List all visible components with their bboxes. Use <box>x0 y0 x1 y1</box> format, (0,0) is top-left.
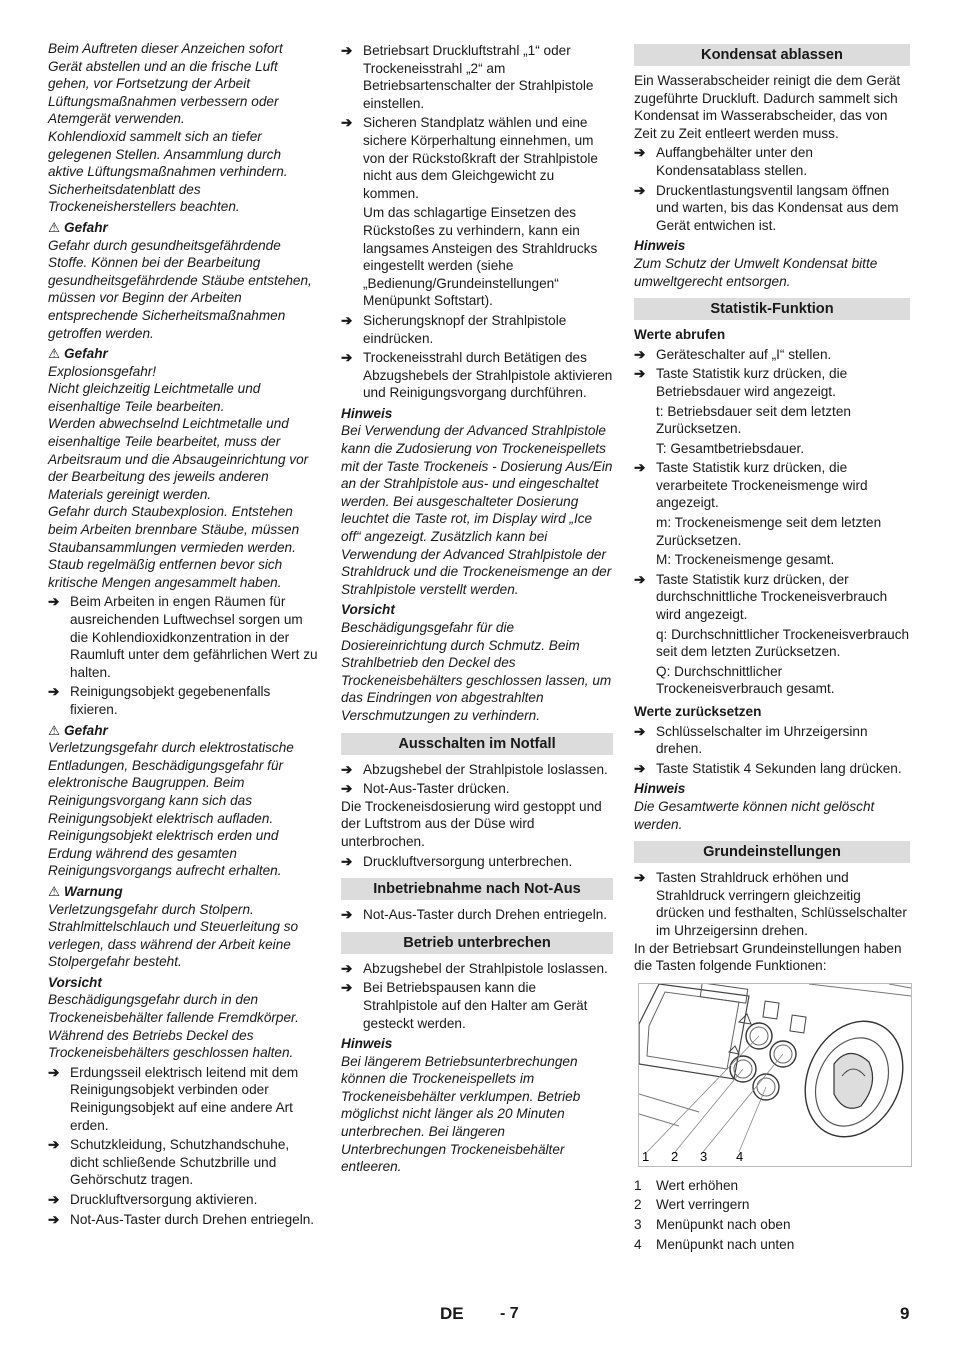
warning-heading <box>48 345 320 363</box>
legend-text: Wert verringern <box>656 1197 750 1213</box>
section-heading: Grundeinstellungen <box>634 841 910 863</box>
caution-text: Beschädigungsgefahr durch in den Trockeneisbehälter fallende Fremdkörper. Während des Betriebs Deckel des Trockeneisbehälters geschlossen halten. <box>48 992 299 1061</box>
step-text: Schutzkleidung, Schutzhandschuhe, dicht schließende Schutzbrille und Gehörschutz tragen. <box>70 1137 290 1188</box>
step-item <box>341 114 613 202</box>
step-item <box>634 182 910 235</box>
step-text: Abzugshebel der Strahlpistole loslassen. <box>363 761 608 777</box>
step-text: Not-Aus-Taster drücken. <box>363 781 510 797</box>
step-text: Taste Statistik 4 Sekunden lang drücken. <box>656 760 902 776</box>
step-item <box>48 683 320 718</box>
legend-item <box>634 1236 910 1254</box>
step-item <box>48 1211 320 1229</box>
arrow-icon: ➔ <box>634 145 646 161</box>
section-heading: Betrieb unterbrechen <box>341 932 613 954</box>
step-item <box>341 960 613 978</box>
step-item <box>634 365 910 400</box>
column-1 <box>48 40 320 1228</box>
footer-page-number: 9 <box>900 1304 910 1323</box>
warning-title: Warnung <box>64 883 123 899</box>
legend-item <box>634 1216 910 1234</box>
note-text: Zum Schutz der Umwelt Kondensat bitte umweltgerecht entsorgen. <box>634 255 878 289</box>
warning-icon: ⚠ <box>48 219 61 235</box>
step-item <box>341 853 613 871</box>
step-text: Taste Statistik kurz drücken, der durchschnittliche Trockeneisverbrauch wird angezeigt. <box>656 571 888 623</box>
warning-text: Gefahr durch gesundheitsgefährdende Stoffe. Können bei der Bearbeitung gesundheitsgefährdende Stäube entstehen, müssen vor Beginn der Arbeiten entsprechende Sicherheitsmaßnahmen getroffen werden. <box>48 237 312 341</box>
arrow-icon: ➔ <box>341 43 353 58</box>
legend-item <box>634 1196 910 1214</box>
step-text: Druckentlastungsventil langsam öffnen und warten, bis das Kondensat aus dem Gerät entwichen ist. <box>656 182 899 233</box>
step-item <box>634 459 910 512</box>
arrow-icon: ➔ <box>634 366 646 382</box>
step-item <box>341 42 613 112</box>
step-item <box>341 761 613 779</box>
note-text: Bei Verwendung der Advanced Strahlpistole kann die Zudosierung von Trockeneispellets mit der Taste Trockeneis - Dosierung Aus/Ein an der Strahlpistole aus- und eingeschaltet werden. Bei ausgeschalteter Dosierung leuchtet die Taste rot, im Display wird „Ice off“ angezeigt. Zusätzlich kann bei Verwendung der Advanced Strahlpistole der Strahldruck und die Trockeneismenge an der Strahlpistole verstellt werden. <box>341 423 613 597</box>
legend-number: 3 <box>634 1216 642 1232</box>
step-item <box>48 1136 320 1189</box>
legend-item <box>634 1177 910 1195</box>
warning-heading <box>48 883 320 901</box>
step-item <box>341 979 613 1032</box>
warning-icon: ⚠ <box>48 722 61 738</box>
warning-title: Gefahr <box>64 346 108 362</box>
arrow-icon: ➔ <box>341 853 353 869</box>
step-item <box>48 1191 320 1209</box>
step-note: t: Betriebsdauer seit dem letzten Zurücksetzen. <box>656 403 851 437</box>
step-item <box>634 144 910 179</box>
step-text: Schlüsselschalter im Uhrzeigersinn drehen. <box>656 723 868 757</box>
arrow-icon: ➔ <box>48 1211 60 1227</box>
note-heading: Hinweis <box>341 1036 393 1052</box>
step-item <box>634 869 910 939</box>
legend-number: 4 <box>634 1236 642 1252</box>
callout-label: 2 <box>671 1148 679 1164</box>
control-panel-figure <box>638 983 912 1167</box>
arrow-icon: ➔ <box>341 907 353 923</box>
step-text: Reinigungsobjekt gegebenenfalls fixieren. <box>70 684 271 717</box>
warning-heading <box>48 219 320 237</box>
warning-text: Explosionsgefahr! Nicht gleichzeitig Leichtmetalle und eisenhaltige Teile bearbeiten. Werden abwechselnd Leichtmetalle und eisenhaltige Teile bearbeitet, muss der Arbeitsraum und die Absaugeinrichtung vor der Bearbeitung des jeweils anderen Materials gereinigt werden. Gefahr durch Staubexplosion. Entstehen beim Arbeiten brennbare Stäube, müssen Staubansammlungen vermieden werden. Staub regelmäßig entfernen bevor sich kritische Mengen angesammelt haben. <box>48 363 309 590</box>
arrow-icon: ➔ <box>634 723 646 739</box>
step-text: Bei Betriebspausen kann die Strahlpistole auf den Halter am Gerät gesteckt werden. <box>363 980 588 1031</box>
arrow-icon: ➔ <box>634 870 646 886</box>
step-text: Erdungsseil elektrisch leitend mit dem Reinigungsobjekt verbinden oder Reinigungsobjekt auf eine andere Art erden. <box>70 1064 299 1133</box>
step-text: Taste Statistik kurz drücken, die verarbeitete Trockeneismenge wird angezeigt. <box>656 460 868 511</box>
section-heading: Kondensat ablassen <box>634 44 910 66</box>
step-note: Q: Durchschnittlicher Trockeneisverbrauch gesamt. <box>656 663 835 697</box>
note-heading: Hinweis <box>634 238 686 254</box>
body-text: Die Trockeneisdosierung wird gestoppt und der Luftstrom aus der Düse wird unterbrochen. <box>341 798 602 849</box>
subsection-heading: Werte abrufen <box>634 327 726 343</box>
arrow-icon: ➔ <box>634 182 646 198</box>
arrow-icon: ➔ <box>634 346 646 362</box>
step-text: Druckluftversorgung aktivieren. <box>70 1192 258 1207</box>
section-heading: Statistik-Funktion <box>634 298 910 320</box>
note-heading: Hinweis <box>341 405 393 421</box>
warning-icon: ⚠ <box>48 346 61 362</box>
legend-text: Menüpunkt nach unten <box>656 1236 795 1252</box>
step-item <box>634 760 910 778</box>
section-heading: Ausschalten im Notfall <box>341 733 613 755</box>
step-item <box>341 906 613 924</box>
intro-text: Beim Auftreten dieser Anzeichen sofort Gerät abstellen und an die frische Luft gehen, vor Fortsetzung der Arbeit Lüftungsmaßnahmen verbessern oder Atemgerät verwenden. Kohlendioxid sammelt sich an tiefer gelegenen Stellen. Ansammlung durch aktive Lüftungsmaßnahmen verhindern. Sicherheitsdatenblatt des Trockeneisherstellers beachten. <box>48 41 288 215</box>
callout-label: 4 <box>736 1148 744 1164</box>
arrow-icon: ➔ <box>48 684 60 700</box>
step-text: Sicheren Standplatz wählen und eine sichere Körperhaltung einnehmen, um von der Rückstoßkraft der Strahlpistole nicht aus dem Gleichgewicht zu kommen. <box>363 115 598 201</box>
arrow-icon: ➔ <box>341 761 353 777</box>
arrow-icon: ➔ <box>341 960 353 976</box>
step-item <box>634 571 910 624</box>
step-item <box>341 349 613 402</box>
subsection-heading: Werte zurücksetzen <box>634 704 762 719</box>
note-text: Die Gesamtwerte können nicht gelöscht werden. <box>634 798 875 832</box>
footer-page-ref: - 7 <box>500 1305 519 1322</box>
column-2 <box>341 40 613 1176</box>
step-text: Not-Aus-Taster durch Drehen entriegeln. <box>363 907 608 923</box>
step-note: q: Durchschnittlicher Trockeneisverbrauch seit dem letzten Zurücksetzen. <box>656 626 910 660</box>
section-heading: Inbetriebnahme nach Not-Aus <box>341 878 613 900</box>
step-text: Trockeneisstrahl durch Betätigen des Abzugshebels der Strahlpistole aktivieren und Reinigungsvorgang durchführen. <box>363 350 613 401</box>
warning-text: Verletzungsgefahr durch elektrostatische Entladungen, Beschädigungsgefahr für elektronische Baugruppen. Beim Reinigungsvorgang kann sich das Reinigungsobjekt elektrisch aufladen. Reinigungsobjekt elektrisch erden und Erdung während des gesamten Reinigungsvorgangs aufrecht erhalten. <box>48 740 294 879</box>
step-text: Betriebsart Druckluftstrahl „1“ oder Trockeneisstrahl „2“ am Betriebsartenschalter der Strahlpistole einstellen. <box>363 43 594 111</box>
arrow-icon: ➔ <box>48 1192 60 1207</box>
arrow-icon: ➔ <box>634 760 646 776</box>
legend-text: Wert erhöhen <box>656 1177 739 1193</box>
step-item <box>341 312 613 347</box>
step-note: M: Trockeneismenge gesamt. <box>656 552 835 568</box>
arrow-icon: ➔ <box>341 781 353 797</box>
step-item <box>48 1064 320 1134</box>
step-text: Taste Statistik kurz drücken, die Betriebsdauer wird angezeigt. <box>656 366 848 399</box>
step-item <box>48 593 320 681</box>
arrow-icon: ➔ <box>341 980 353 996</box>
arrow-icon: ➔ <box>341 350 353 366</box>
step-text: Abzugshebel der Strahlpistole loslassen. <box>363 960 608 976</box>
step-item <box>634 346 910 364</box>
footer-language: DE <box>440 1304 464 1323</box>
step-item <box>341 780 613 798</box>
callout-label: 3 <box>700 1148 708 1164</box>
arrow-icon: ➔ <box>634 571 646 587</box>
warning-text: Verletzungsgefahr durch Stolpern. Strahlmittelschlauch und Steuerleitung so verlegen, dass während der Arbeit keine Stolpergefahr besteht. <box>48 901 299 970</box>
callout-label: 1 <box>642 1148 650 1164</box>
step-text: Beim Arbeiten in engen Räumen für ausreichenden Luftwechsel sorgen um die Kohlendioxidkonzentration in der Raumluft unter dem gefährlichen Wert zu halten. <box>70 594 318 680</box>
control-panel-drawing <box>639 984 911 1166</box>
arrow-icon: ➔ <box>48 1137 60 1153</box>
arrow-icon: ➔ <box>48 1064 60 1080</box>
legend-number: 2 <box>634 1197 642 1213</box>
caution-heading: Vorsicht <box>341 602 395 618</box>
step-text: Not-Aus-Taster durch Drehen entriegeln. <box>70 1211 315 1227</box>
warning-icon: ⚠ <box>48 883 61 899</box>
arrow-icon: ➔ <box>48 594 60 610</box>
arrow-icon: ➔ <box>341 115 353 131</box>
legend-number: 1 <box>634 1177 642 1193</box>
step-note: m: Trockeneismenge seit dem letzten Zurücksetzen. <box>656 515 882 548</box>
step-item <box>634 723 910 758</box>
step-note: Um das schlagartige Einsetzen des Rückstoßes zu verhindern, kann ein langsames Ansteigen des Strahldrucks eingestellt werden (siehe „Bedienung/Grundeinstellungen“ Menüpunkt Softstart). <box>363 205 598 309</box>
body-text: In der Betriebsart Grundeinstellungen haben die Tasten folgende Funktionen: <box>634 940 902 974</box>
column-3 <box>634 44 910 1253</box>
arrow-icon: ➔ <box>341 312 353 328</box>
note-text: Bei längerem Betriebsunterbrechungen können die Trockeneispellets im Trockeneisbehälter verklumpen. Betrieb möglichst nicht länger als 20 Minuten unterbrechen. Bei längeren Unterbrechungen Trockeneisbehälter entleeren. <box>341 1053 581 1175</box>
step-text: Tasten Strahldruck erhöhen und Strahldruck verringern gleichzeitig drücken und festhalten, Schlüsselschalter im Uhrzeigersinn drehen. <box>656 870 907 938</box>
step-text: Sicherungsknopf der Strahlpistole eindrücken. <box>363 312 567 346</box>
warning-title: Gefahr <box>64 219 108 235</box>
warning-heading <box>48 722 320 740</box>
arrow-icon: ➔ <box>634 460 646 476</box>
step-text: Auffangbehälter unter den Kondensatablass stellen. <box>656 145 813 178</box>
note-heading: Hinweis <box>634 781 686 797</box>
body-text: Ein Wasserabscheider reinigt die dem Gerät zugeführte Druckluft. Dadurch sammelt sich Kondensat im Wasserabscheider, das von Zeit zu Zeit entleert werden muss. <box>634 73 901 141</box>
step-text: Geräteschalter auf „I“ stellen. <box>656 346 832 362</box>
step-note: T: Gesamtbetriebsdauer. <box>656 440 805 456</box>
step-text: Druckluftversorgung unterbrechen. <box>363 853 573 869</box>
legend-text: Menüpunkt nach oben <box>656 1216 791 1232</box>
caution-heading: Vorsicht <box>48 974 102 990</box>
warning-title: Gefahr <box>64 722 108 738</box>
caution-text: Beschädigungsgefahr für die Dosiereinrichtung durch Schmutz. Beim Strahlbetrieb den Deckel des Trockeneisbehälters geschlossen lassen, um das Eindringen von abgestrahlten Verschmutzungen zu verhindern. <box>341 620 612 723</box>
